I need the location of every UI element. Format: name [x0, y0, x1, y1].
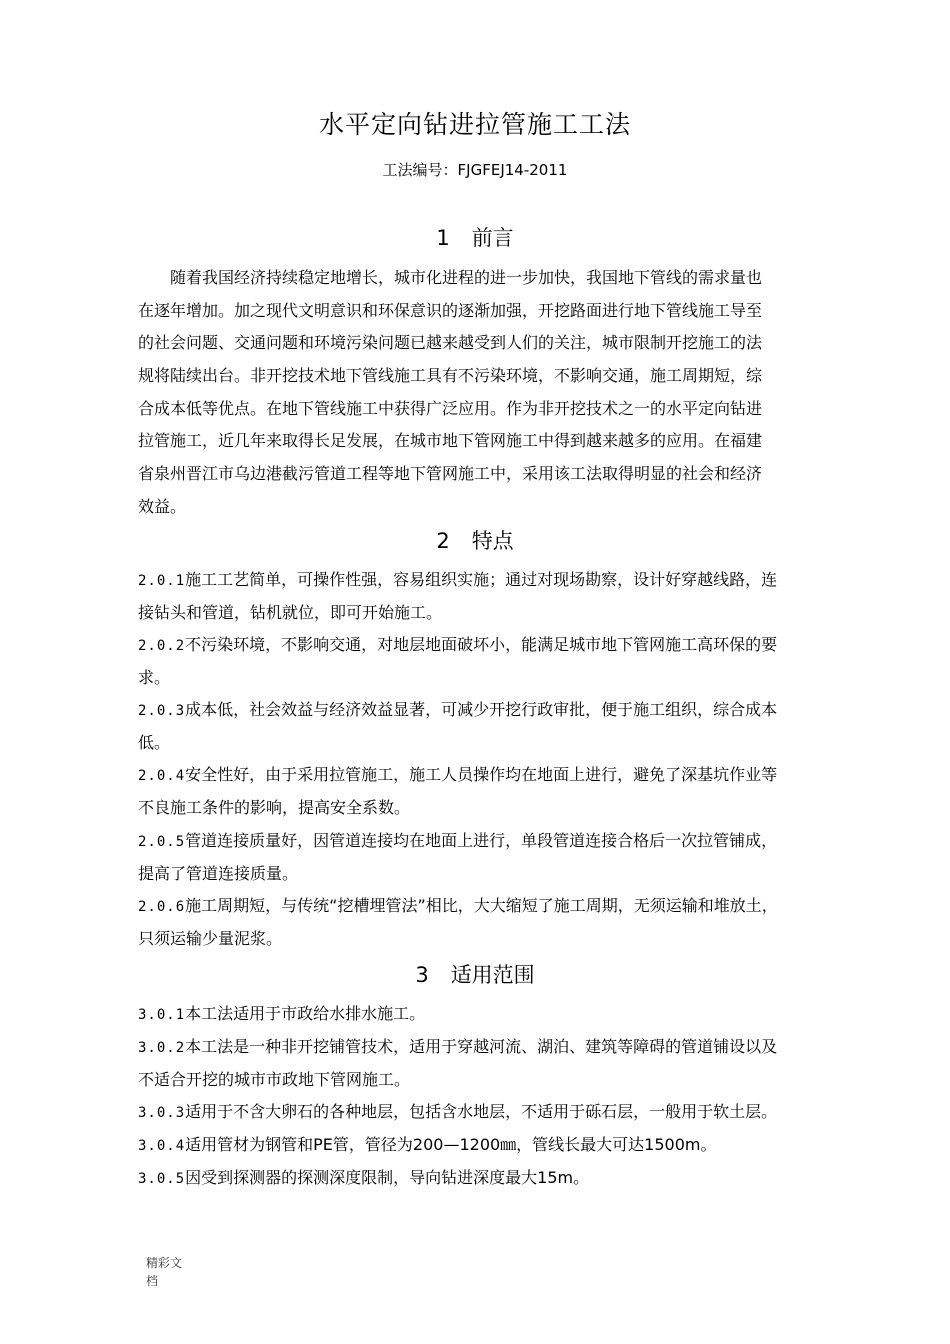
clause-text: 不污染环境，不影响交通，对地层地面破坏小，能满足城市地下管网施工高环保的要: [185, 635, 778, 654]
clause-number: 2.0.4: [138, 768, 186, 784]
clause-number: 2.0.1: [138, 573, 186, 589]
clause-2-0-3: [138, 694, 828, 759]
clause-text: 适用管材为钢管和PE管，管径为200—1200㎜，管线长最大可达1500m。: [185, 1135, 717, 1154]
section-title: 前言: [471, 226, 514, 250]
clause-number: 2.0.2: [138, 638, 186, 654]
paragraph-line: 省泉州晋江市乌边港截污管道工程等地下管网施工中，采用该工法取得明显的社会和经济: [138, 464, 763, 484]
clause-number: 2.0.5: [138, 834, 186, 850]
clause-text: 适用于不含大卵石的各种地层，包括含水地层，不适用于砾石层，一般用于软土层。: [185, 1102, 778, 1121]
clause-text: 成本低，社会效益与经济效益显著，可减少开挖行政审批，便于施工组织，综合成本: [185, 700, 778, 719]
clause-text: 不适合开挖的城市市政地下管网施工。: [138, 1069, 411, 1089]
clause-2-0-5: [138, 825, 828, 890]
preface-paragraph: [138, 262, 828, 524]
clause-2-0-6: [138, 890, 828, 955]
clause-3-0-2: [138, 1031, 828, 1096]
section-heading-3: [0, 960, 950, 990]
paragraph-line: 拉管施工，近几年来取得长足发展，在城市地下管网施工中得到越来越多的应用。在福建: [138, 431, 763, 451]
clause-2-0-1: [138, 564, 828, 629]
clause-text: 求。: [138, 667, 171, 687]
paragraph-line: 的社会问题、交通问题和环境污染问题已越来越受到人们的关注，城市限制开挖施工的法: [138, 333, 763, 353]
document-title: 水平定向钻进拉管施工工法: [318, 110, 631, 139]
clause-text: 提高了管道连接质量。: [138, 863, 299, 883]
clause-text: 因受到探测器的探测深度限制，导向钻进深度最大15m。: [185, 1168, 590, 1187]
clause-text: 施工周期短，与传统“挖槽埋管法”相比，大大缩短了施工周期，无须运输和堆放土，: [185, 896, 778, 915]
clause-3-0-3: [138, 1096, 828, 1129]
section-heading-1: [0, 223, 950, 253]
clause-number: 3.0.5: [138, 1171, 186, 1187]
clause-3-0-1: [138, 998, 828, 1031]
clause-text: 管道连接质量好，因管道连接均在地面上进行，单段管道连接合格后一次拉管铺成，: [185, 831, 778, 850]
clause-2-0-2: [138, 629, 828, 694]
clause-3-0-5: [138, 1162, 828, 1195]
clause-number: 2.0.3: [138, 703, 186, 719]
clause-number: 2.0.6: [138, 899, 186, 915]
page-footer: [146, 1254, 196, 1290]
section-number: 1: [436, 226, 450, 250]
method-code: 工法编号：FJGFEJ14-2011: [382, 161, 568, 179]
clause-text: 安全性好，由于采用拉管施工，施工人员操作均在地面上进行，避免了深基坑作业等: [185, 765, 778, 784]
clause-text: 只须运输少量泥浆。: [138, 928, 283, 948]
clause-3-0-4: [138, 1129, 828, 1162]
clause-text: 本工法是一种非开挖铺管技术，适用于穿越河流、湖泊、建筑等障碍的管道铺设以及: [185, 1037, 778, 1056]
clause-text: 施工工艺简单，可操作性强，容易组织实施；通过对现场勘察，设计好穿越线路，连: [185, 570, 778, 589]
clause-text: 接钻头和管道，钻机就位，即可开始施工。: [138, 602, 443, 622]
clause-number: 3.0.3: [138, 1105, 186, 1121]
clause-number: 3.0.1: [138, 1007, 186, 1023]
paragraph-line: 规将陆续出台。非开挖技术地下管线施工具有不污染环境，不影响交通，施工周期短，综: [138, 366, 763, 386]
paragraph-line: 合成本低等优点。在地下管线施工中获得广泛应用。作为非开挖技术之一的水平定向钻进: [138, 398, 763, 418]
clause-number: 3.0.4: [138, 1138, 186, 1154]
clause-2-0-4: [138, 759, 828, 824]
paragraph-line: 随着我国经济持续稳定地增长，城市化进程的进一步加快，我国地下管线的需求量也: [138, 268, 763, 287]
paragraph-line: 在逐年增加。加之现代文明意识和环保意识的逐渐加强，开挖路面进行地下管线施工导至: [138, 300, 763, 320]
section-number: 3: [415, 963, 429, 987]
paragraph-line: 效益。: [138, 496, 187, 516]
clause-text: 本工法适用于市政给水排水施工。: [185, 1004, 426, 1023]
section-heading-2: [0, 526, 950, 556]
footer-line: 档: [146, 1274, 159, 1288]
section-title: 特点: [471, 529, 514, 553]
clause-number: 3.0.2: [138, 1040, 186, 1056]
clause-text: 低。: [138, 732, 171, 752]
section-title: 适用范围: [450, 963, 535, 987]
clause-text: 不良施工条件的影响，提高安全系数。: [138, 797, 411, 817]
section-number: 2: [436, 529, 450, 553]
footer-line: 精彩文: [146, 1256, 183, 1270]
